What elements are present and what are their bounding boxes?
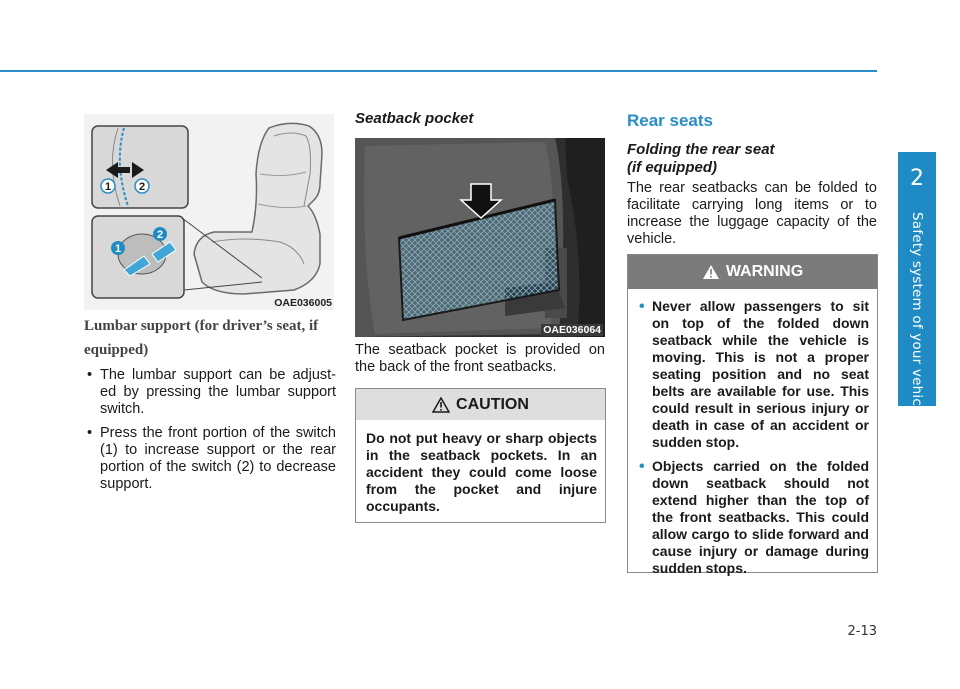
chapter-number: 2 [910, 166, 924, 191]
warning-title: WARNING [725, 263, 804, 280]
list-item: • Objects carried on the folded down seatback should not extend higher than the top of the front seatbacks. This could allow cargo to slide forward and cause injury or damage during sudden stops. [636, 458, 869, 577]
seatback-pocket-body: The seatback pocket is provided on the back of the front seatbacks. [355, 342, 605, 375]
lumbar-heading: Lumbar support (for driver’s seat, if equipped) [84, 318, 319, 358]
seatback-pocket-figure [355, 138, 605, 337]
seatback-illustration [355, 138, 605, 337]
folding-rear-seat-heading [627, 141, 775, 177]
seat-illustration [84, 114, 334, 310]
list-item: • Never allow passengers to sit on top of the folded down seatback while the vehicle is moving. This is not a proper seating position and no seat belts are available for use. This could result in serious injury or death in case of an accident or sudden stop. [636, 298, 869, 451]
warning-box [627, 254, 878, 576]
figure-code: OAE036005 [274, 297, 332, 309]
caution-icon [432, 397, 450, 413]
list-item: • The lumbar support can be adjust-ed by pressing the lumbar support switch. [84, 367, 336, 418]
callout-1-top: 1 [104, 181, 112, 193]
rear-seats-heading: Rear seats [627, 111, 714, 130]
lumbar-bullets [84, 367, 336, 500]
folding-heading-line1: Folding the rear seat [627, 141, 775, 158]
caution-text: Do not put heavy or sharp objects in the seatback pockets. In an accident they could come loose from the pocket and injure occupants. [366, 430, 597, 514]
chapter-title: Safety system of your vehicle [909, 212, 925, 419]
callout-1-bottom: 1 [114, 243, 122, 255]
chapter-tab [898, 152, 936, 419]
rear-seats-body: The rear seatbacks can be folded to facilitate carrying long items or to increase the luggage capacity of the vehicle. [627, 180, 877, 247]
warning-header [628, 255, 877, 289]
header-rule [0, 70, 877, 72]
callout-2-top: 2 [138, 181, 146, 193]
folding-heading-line2: (if equipped) [627, 159, 717, 176]
page-number: 2-13 [847, 624, 877, 639]
callout-2-bottom: 2 [156, 229, 164, 241]
caution-header [356, 389, 605, 420]
caution-box [355, 388, 606, 523]
caution-title: CAUTION [456, 395, 529, 413]
warning-icon [702, 264, 720, 280]
list-item: • Press the front portion of the switch (1) to increase support or the rear portion of the switch (2) to decrease support. [84, 425, 336, 493]
seatback-pocket-heading: Seatback pocket [355, 110, 474, 127]
warning-bullets [628, 289, 877, 577]
figure-code: OAE036064 [543, 324, 601, 336]
lumbar-support-figure [84, 114, 334, 310]
